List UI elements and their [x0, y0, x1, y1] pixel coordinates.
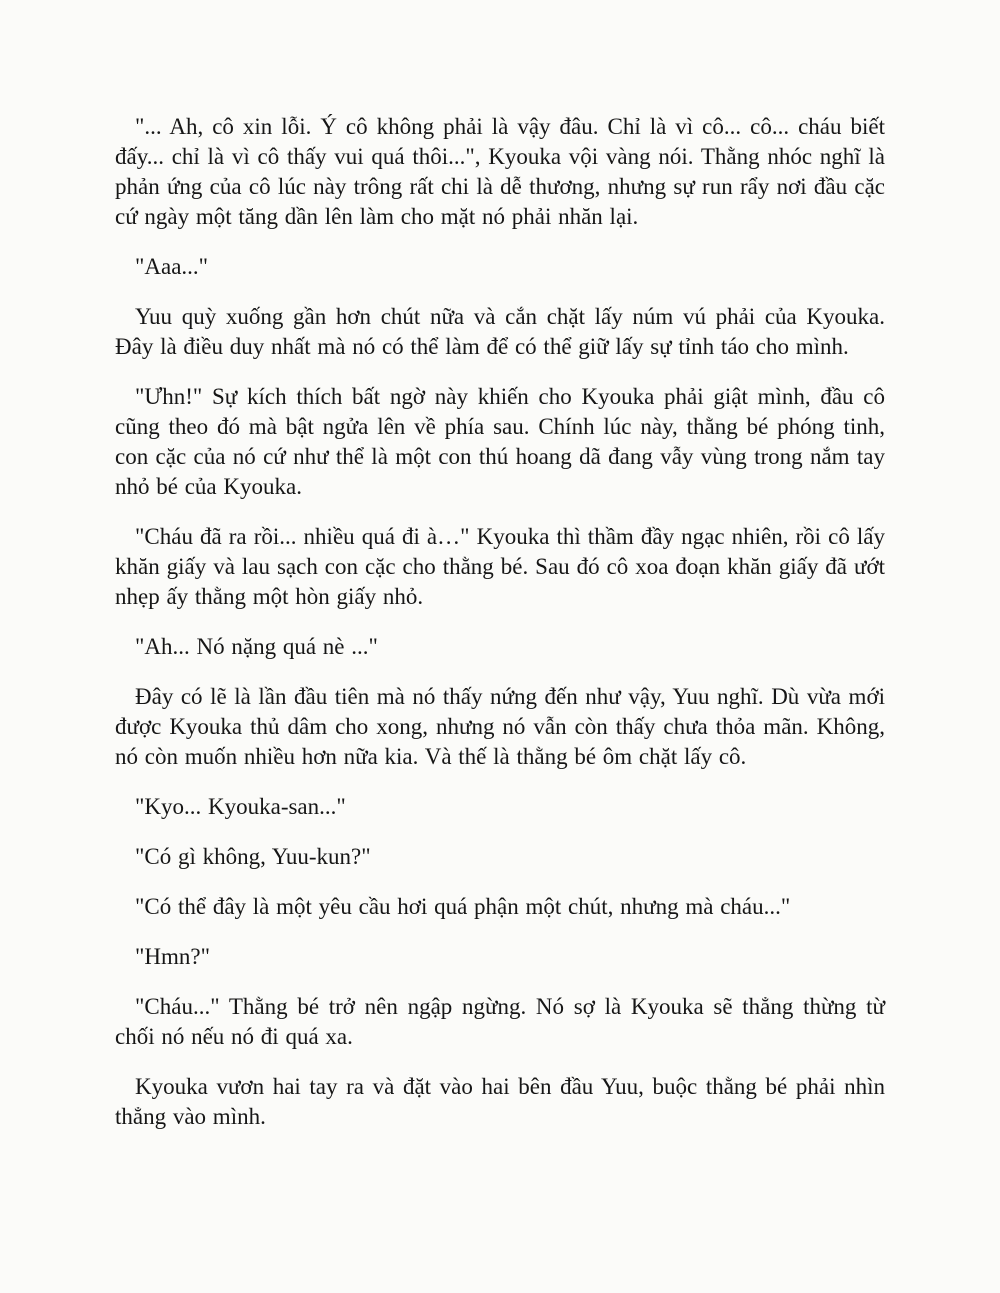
paragraph: "Hmn?": [135, 944, 210, 969]
paragraph: "Ah... Nó nặng quá nè ...": [135, 634, 378, 659]
paragraph: "Kyo... Kyouka-san...": [135, 794, 346, 819]
paragraph: "Có thể đây là một yêu cầu hơi quá phận một chút, nhưng mà cháu...": [135, 894, 791, 919]
paragraph: "Ưhn!" Sự kích thích bất ngờ này khiến cho Kyouka phải giật mình, đầu cô cũng theo đó mà bật ngửa lên về phía sau. Chính lúc này, thằng bé phóng tinh, con cặc của nó cứ như thể là một con thú hoang dã đang vẫy vùng trong nắm tay nhỏ bé của Kyouka.: [115, 384, 885, 499]
paragraph: "Cháu đã ra rồi... nhiều quá đi à…" Kyouka thì thầm đầy ngạc nhiên, rồi cô lấy khăn giấy và lau sạch con cặc cho thằng bé. Sau đó cô xoa đoạn khăn giấy đã ướt nhẹp ấy thằng một hòn giấy nhỏ.: [115, 524, 885, 609]
paragraph: "Cháu..." Thằng bé trở nên ngập ngừng. Nó sợ là Kyouka sẽ thẳng thừng từ chối nó nếu nó đi quá xa.: [115, 994, 885, 1049]
paragraph: Yuu quỳ xuống gần hơn chút nữa và cắn chặt lấy núm vú phải của Kyouka. Đây là điều duy nhất mà nó có thể làm để có thể giữ lấy sự tỉnh táo cho mình.: [115, 304, 885, 359]
paragraph: Kyouka vươn hai tay ra và đặt vào hai bên đầu Yuu, buộc thằng bé phải nhìn thẳng vào mình.: [115, 1074, 885, 1129]
paragraph: "... Ah, cô xin lỗi. Ý cô không phải là vậy đâu. Chỉ là vì cô... cô... cháu biết đấy... chỉ là vì cô thấy vui quá thôi...", Kyouka vội vàng nói. Thằng nhóc nghĩ là phản ứng của cô lúc này trông rất chi là dễ thương, nhưng sự run rẩy nơi đầu cặc cứ ngày một tăng dần lên làm cho mặt nó phải nhăn lại.: [115, 114, 885, 229]
paragraph: "Aaa...": [135, 254, 209, 279]
paragraph: "Có gì không, Yuu-kun?": [135, 844, 371, 869]
paragraph: Đây có lẽ là lần đầu tiên mà nó thấy nứng đến như vậy, Yuu nghĩ. Dù vừa mới được Kyouka thủ dâm cho xong, nhưng nó vẫn còn thấy chưa thỏa mãn. Không, nó còn muốn nhiều hơn nữa kia. Và thế là thằng bé ôm chặt lấy cô.: [115, 684, 885, 769]
